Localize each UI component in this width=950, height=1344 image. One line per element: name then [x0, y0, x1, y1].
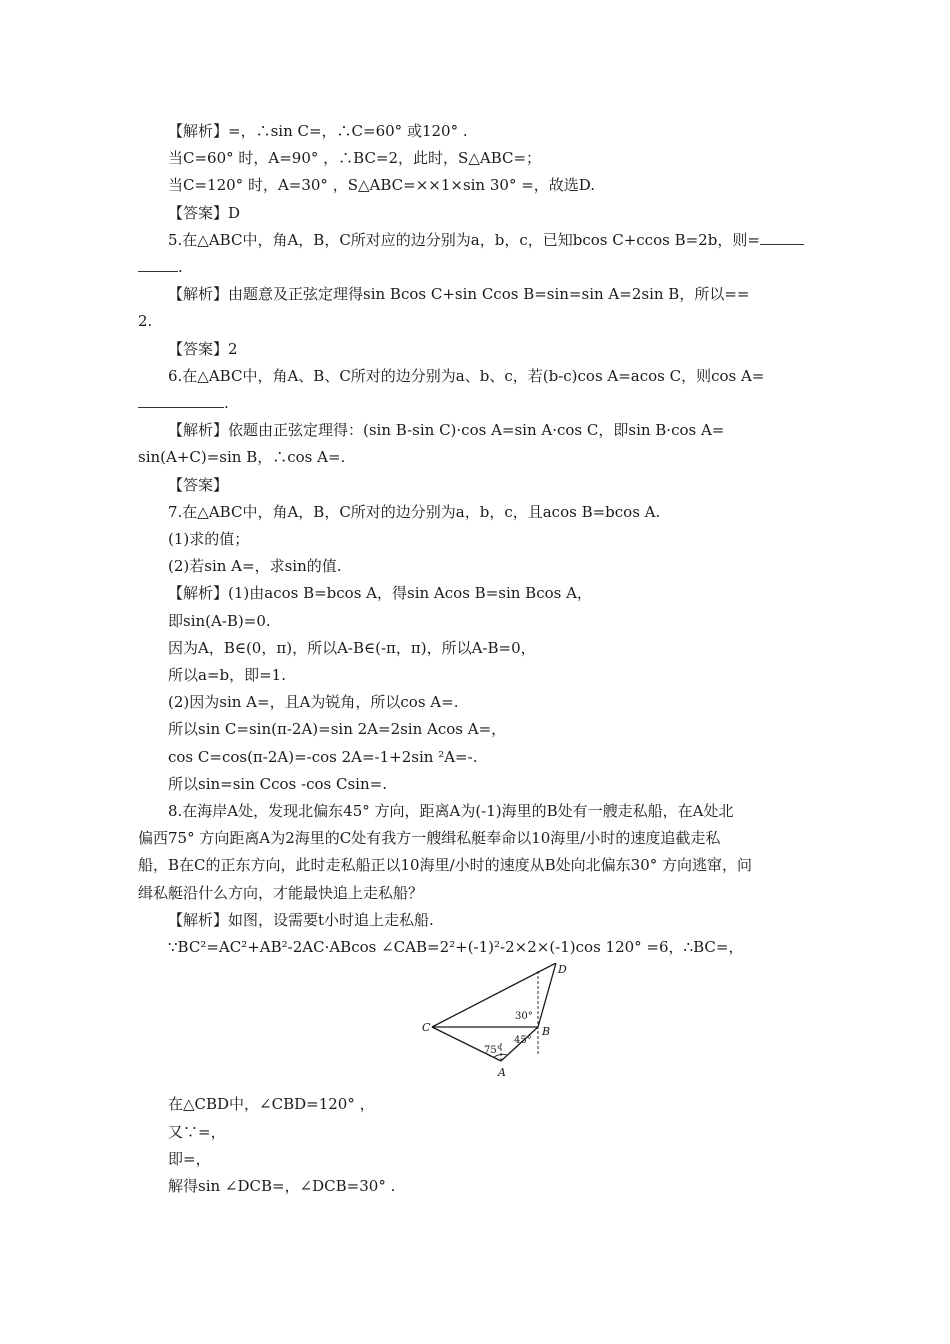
- question-5-cont: .: [138, 254, 818, 281]
- text-line: (2)因为sin A=，且A为锐角，所以cos A=.: [168, 693, 459, 712]
- text-line: 当C=120° 时，A=30° ，S△ABC=××1×sin 30° =，故选D.: [168, 176, 596, 195]
- text-line: cos C=cos(π-2A)=-cos 2A=-1+2sin ²A=-.: [168, 747, 478, 766]
- text-line: 【解析】由题意及正弦定理得sin Bcos C+sin Ccos B=sin=sin A=2sin B，所以==: [168, 285, 750, 304]
- text-line: 解得sin ∠DCB=，∠DCB=30° .: [168, 1176, 396, 1195]
- answer-blank: [138, 256, 178, 272]
- text-line: sin(A+C)=sin B，∴cos A=.: [138, 448, 346, 467]
- question-6-cont: .: [138, 390, 818, 417]
- text-line: 【解析】依题由正弦定理得：(sin B-sin C)·cos A=sin A·cos C，即sin B·cos A=: [168, 421, 725, 440]
- text-line: 所以sin C=sin(π-2A)=sin 2A=2sin Acos A=，: [168, 720, 507, 739]
- text-line: 船，B在C的正东方向，此时走私船正以10海里/小时的速度从B处向北偏东30° 方向逃窜，问: [138, 856, 753, 875]
- angle-30: 30°: [515, 1011, 533, 1023]
- answer-line: 【答案】: [168, 475, 229, 494]
- answer-blank: [760, 229, 804, 245]
- text-line: ∵BC²=AC²+AB²-2AC·ABcos ∠CAB=2²+(-1)²-2×2×(-1)cos 120° =6，∴BC=，: [168, 938, 744, 957]
- text-line: 2.: [138, 312, 153, 331]
- label-d: D: [558, 963, 567, 977]
- question-7: 7.在△ABC中，角A，B，C所对的边分别为a，b，c，且acos B=bcos A.: [168, 502, 661, 521]
- question-6: 6.在△ABC中，角A、B、C所对的边分别为a、b、c，若(b-c)cos A=acos C，则cos A=: [168, 366, 765, 385]
- text-line: 偏西75° 方向距离A为2海里的C处有我方一艘缉私艇奉命以10海里/小时的速度追截走私: [138, 829, 721, 848]
- answer-line: 【答案】D: [168, 203, 241, 222]
- angle-75: 75°: [484, 1045, 502, 1057]
- question-5: 5.在△ABC中，角A，B，C所对应的边分别为a，b，c，已知bcos C+ccos B=2b，则=: [138, 227, 818, 254]
- edge-cd: [432, 963, 556, 1027]
- question-8: 8.在海岸A处，发现北偏东45° 方向，距离A为(-1)海里的B处有一艘走私船，在A处北: [168, 802, 734, 821]
- text-line: 所以a=b，即=1.: [168, 666, 286, 685]
- text-line: 在△CBD中，∠CBD=120° ，: [168, 1095, 375, 1114]
- label-a: A: [498, 1066, 506, 1080]
- document-body: [138, 118, 818, 1200]
- text-line: 【解析】=，∴sin C=，∴C=60° 或120° .: [168, 122, 468, 140]
- geometry-figure: [138, 963, 818, 1091]
- text-line: (2)若sin A=，求sin的值.: [168, 557, 342, 576]
- text-line: 所以sin=sin Ccos -cos Csin=.: [168, 774, 387, 793]
- label-b: B: [542, 1025, 551, 1039]
- triangle-diagram: [410, 963, 570, 1089]
- text-line: (1)求的值；: [168, 530, 250, 549]
- label-c: C: [422, 1021, 431, 1035]
- angle-45: 45°: [514, 1035, 532, 1047]
- text-line: 因为A，B∈(0，π)，所以A-B∈(-π，π)，所以A-B=0，: [168, 638, 536, 657]
- text-line: 即=，: [168, 1149, 211, 1168]
- answer-blank: [138, 392, 224, 408]
- text-line: 即sin(A-B)=0.: [168, 611, 271, 630]
- text-line: 【解析】(1)由acos B=bcos A，得sin Acos B=sin Bcos A，: [168, 584, 592, 603]
- answer-line: 【答案】2: [168, 339, 238, 358]
- edge-bd: [538, 963, 556, 1027]
- text-line: 缉私艇沿什么方向，才能最快追上走私船？: [138, 883, 424, 902]
- text-line: 当C=60° 时，A=90° ，∴BC=2，此时，S△ABC=；: [168, 149, 542, 168]
- text-line: 【解析】如图，设需要t小时追上走私船.: [168, 910, 434, 929]
- text-line: 又∵=，: [168, 1122, 226, 1141]
